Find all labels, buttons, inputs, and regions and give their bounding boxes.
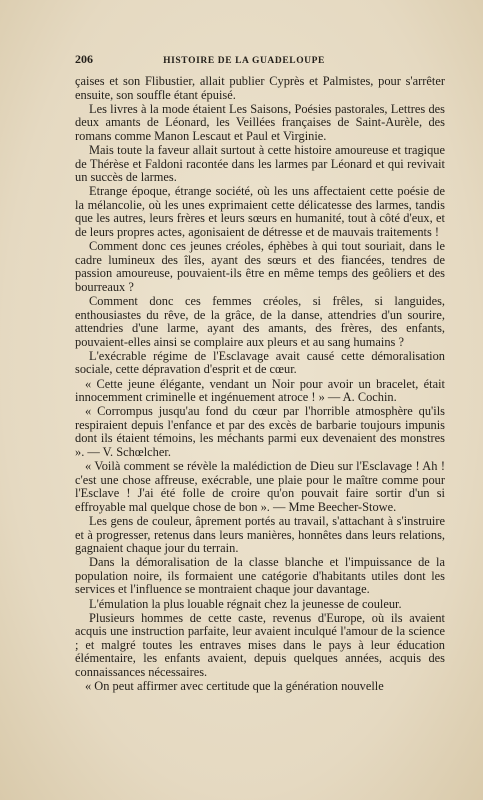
page-number: 206 xyxy=(75,52,93,66)
paragraph: L'exécrable régime de l'Esclavage avait causé cette démoralisation sociale, cette dépravation d'esprit et de cœur. xyxy=(75,348,445,377)
quotation: « Cette jeune élégante, vendant un Noir pour avoir un bracelet, était innocemment criminelle et ingénuement atroce ! » — A. Cochin. xyxy=(75,376,445,405)
paragraph: Plusieurs hommes de cette caste, revenus d'Europe, où ils avaient acquis une instruction parfaite, leur avaient inculqué l'amour de la science ; et malgré toutes les entraves mises dans le pays à leur éducation élémentaire, les enfants avaient, depuis quelques années, acquis des connaissances nécessaires. xyxy=(75,610,445,680)
paragraph: Dans la démoralisation de la classe blanche et l'impuissance de la population noire, ils formaient une catégorie d'habitants utiles dont les services et l'influence se montraient chaque jour davantage. xyxy=(75,555,445,597)
paragraph: Etrange époque, étrange société, où les uns affectaient cette poésie de la mélancolie, où les unes exprimaient cette délicatesse des larmes, tandis que les autres, leurs frères et leurs sœurs en humanité, tout à côté d'eux, et de leurs propres actes, agonisaient de détresse et de mauvais traitements ! xyxy=(75,184,445,240)
paragraph: Mais toute la faveur allait surtout à cette histoire amoureuse et tragique de Thérèse et Faldoni racontée dans les larmes par Léonard et qui revivait un succès de larmes. xyxy=(75,142,445,185)
paragraph: çaises et son Flibustier, allait publier Cyprès et Palmistes, pour s'arrêter ensuite, son souffle étant épuisé. xyxy=(75,74,445,102)
paragraph: Les livres à la mode étaient Les Saisons, Poésies pastorales, Lettres des deux amants de Léonard, les Veillées françaises de Saint-Aurèle, des romans comme Manon Lescaut et Paul et Virginie. xyxy=(75,101,445,143)
quotation: « On peut affirmer avec certitude que la génération nouvelle xyxy=(85,679,384,694)
paragraph: Comment donc ces femmes créoles, si frêles, si languides, enthousiastes du rêve, de la grâce, de la danse, attendries d'un sourire, attendries d'une larme, ayant des amants, des frères, des enfants, pouvaient-elles ainsi se complaire aux pleurs et au sang humains ? xyxy=(75,294,445,349)
page-header xyxy=(75,52,445,67)
quotation: « Corrompus jusqu'au fond du cœur par l'horrible atmosphère qu'ils respiraient depuis l'enfance et par des excès de barbarie toujours impunis dont ils étaient témoins, les méchants parmi eux devenaient des monstres ». — V. Schœlcher. xyxy=(75,404,445,460)
paragraph: Comment donc ces jeunes créoles, éphèbes à qui tout souriait, dans le cadre lumineux des îles, ayant des sœurs et des fiancées, tendres de passion amoureuse, pouvaient-ils être en même temps des geôliers et des bourreaux ? xyxy=(75,239,445,294)
quotation: « Voilà comment se révèle la malédiction de Dieu sur l'Esclavage ! Ah ! c'est une chose affreuse, exécrable, une plaie pour le maître comme pour l'Esclave ! J'ai été folle de croire qu'on pouvait faire sortir d'un si effroyable mal quelque chose de bon ». — Mme Beecher-Stowe. xyxy=(75,459,445,514)
paragraph: Les gens de couleur, âprement portés au travail, s'attachant à s'instruire et à progresser, retenus dans leurs manières, honnêtes dans leurs relations, gagnaient chaque jour du terrain. xyxy=(75,514,445,556)
running-title: HISTOIRE DE LA GUADELOUPE xyxy=(163,56,325,66)
paragraph: L'émulation la plus louable régnait chez la jeunesse de couleur. xyxy=(89,596,402,611)
page-body xyxy=(75,75,445,694)
